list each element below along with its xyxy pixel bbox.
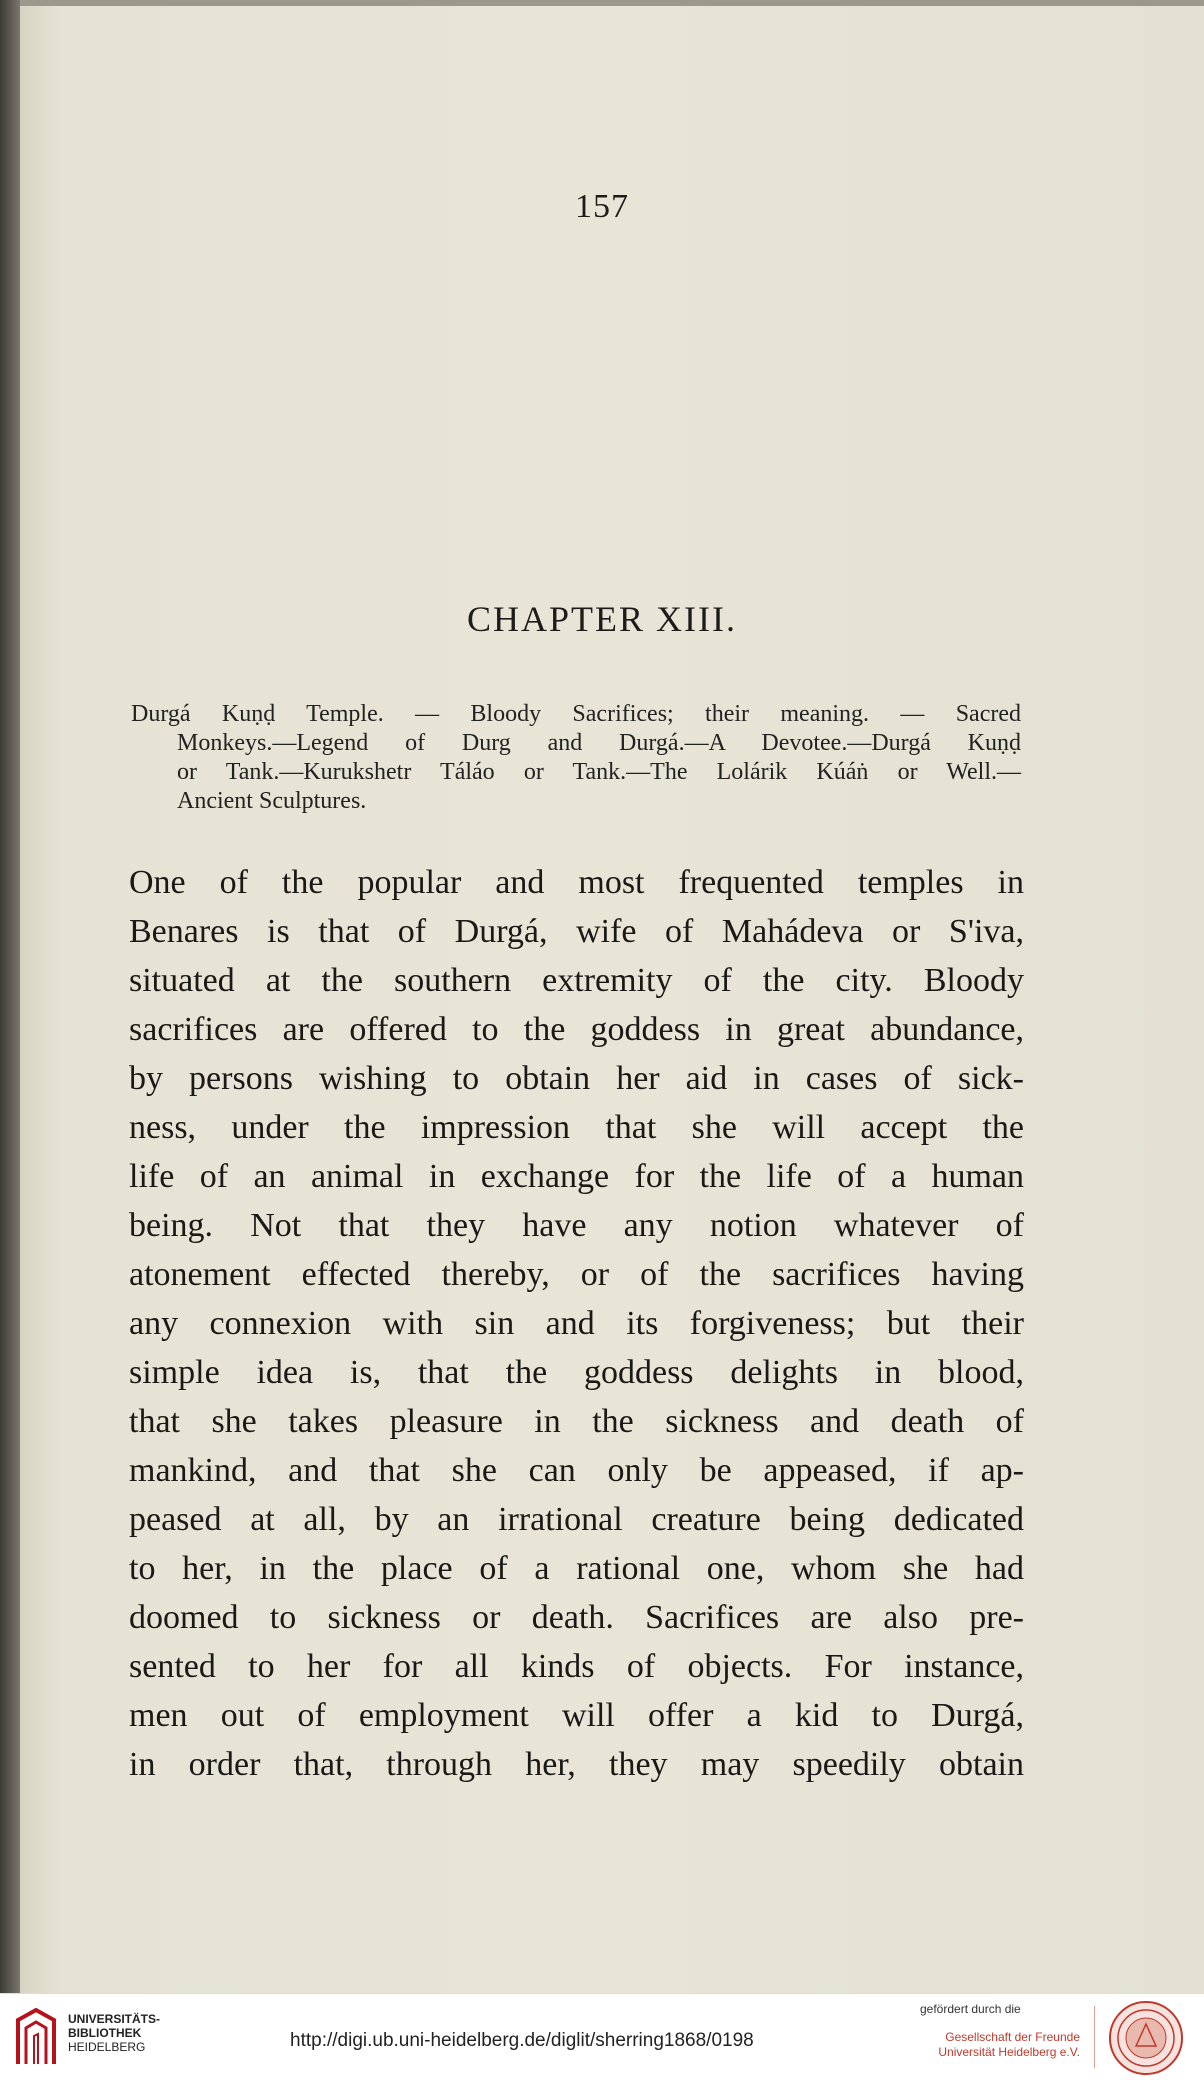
body-line: peased at all, by an irrational creature being dedicated bbox=[129, 1501, 1024, 1538]
chapter-title: CHAPTER XIII. bbox=[467, 599, 737, 639]
body-line: One of the popular and most frequented temples in bbox=[129, 864, 1024, 901]
footer-divider bbox=[1094, 2006, 1095, 2068]
body-line: that she takes pleasure in the sickness and death of bbox=[129, 1403, 1024, 1440]
page-number: 157 bbox=[575, 188, 629, 225]
sponsor-name bbox=[930, 2030, 1080, 2060]
body-line: life of an animal in exchange for the life of a human bbox=[129, 1158, 1024, 1195]
body-line: to her, in the place of a rational one, whom she had bbox=[129, 1550, 1024, 1587]
body-line: men out of employment will offer a kid to Durgá, bbox=[129, 1697, 1024, 1734]
body-text bbox=[129, 858, 1024, 1789]
digitization-footer bbox=[0, 1993, 1204, 2080]
sponsor-name-line: Universität Heidelberg e.V. bbox=[938, 2045, 1080, 2059]
library-logo-icon[interactable] bbox=[14, 2008, 58, 2066]
library-name-line: BIBLIOTHEK bbox=[68, 2026, 142, 2040]
sponsor-label: gefördert durch die bbox=[920, 2002, 1021, 2016]
body-line: ness, under the impression that she will accept the bbox=[129, 1109, 1024, 1146]
body-line: being. Not that they have any notion whatever of bbox=[129, 1207, 1024, 1244]
synopsis-line: Ancient Sculptures. bbox=[177, 788, 367, 814]
university-seal-icon[interactable] bbox=[1108, 2000, 1184, 2076]
chapter-synopsis bbox=[131, 700, 1021, 816]
synopsis-line: Monkeys.—Legend of Durg and Durgá.—A Devotee.—Durgá Kuṇḍ bbox=[177, 730, 1021, 756]
library-name-line: UNIVERSITÄTS- bbox=[68, 2012, 161, 2026]
body-line: situated at the southern extremity of the city. Bloody bbox=[129, 962, 1024, 999]
book-binding bbox=[0, 0, 20, 1993]
body-line: mankind, and that she can only be appeased, if ap- bbox=[129, 1452, 1024, 1489]
synopsis-line: Durgá Kuṇḍ Temple. — Bloody Sacrifices; their meaning. — Sacred bbox=[131, 701, 1021, 727]
sponsor-name-line: Gesellschaft der Freunde bbox=[945, 2030, 1080, 2044]
body-line: simple idea is, that the goddess delights in blood, bbox=[129, 1354, 1024, 1391]
synopsis-line: or Tank.—Kurukshetr Táláo or Tank.—The Lolárik Kúáṅ or Well.— bbox=[177, 759, 1021, 785]
body-line: by persons wishing to obtain her aid in cases of sick- bbox=[129, 1060, 1024, 1097]
permalink-url[interactable]: http://digi.ub.uni-heidelberg.de/diglit/sherring1868/0198 bbox=[290, 2030, 754, 2051]
body-line: sacrifices are offered to the goddess in great abundance, bbox=[129, 1011, 1024, 1048]
body-line: in order that, through her, they may speedily obtain bbox=[129, 1746, 1024, 1783]
page-top-edge bbox=[0, 0, 1204, 6]
body-line: Benares is that of Durgá, wife of Mahádeva or S'iva, bbox=[129, 913, 1024, 950]
body-line: sented to her for all kinds of objects. For instance, bbox=[129, 1648, 1024, 1685]
body-line: atonement effected thereby, or of the sacrifices having bbox=[129, 1256, 1024, 1293]
library-name-line: HEIDELBERG bbox=[68, 2040, 146, 2054]
body-line: any connexion with sin and its forgiveness; but their bbox=[129, 1305, 1024, 1342]
body-line: doomed to sickness or death. Sacrifices are also pre- bbox=[129, 1599, 1024, 1636]
library-name bbox=[68, 2012, 160, 2054]
